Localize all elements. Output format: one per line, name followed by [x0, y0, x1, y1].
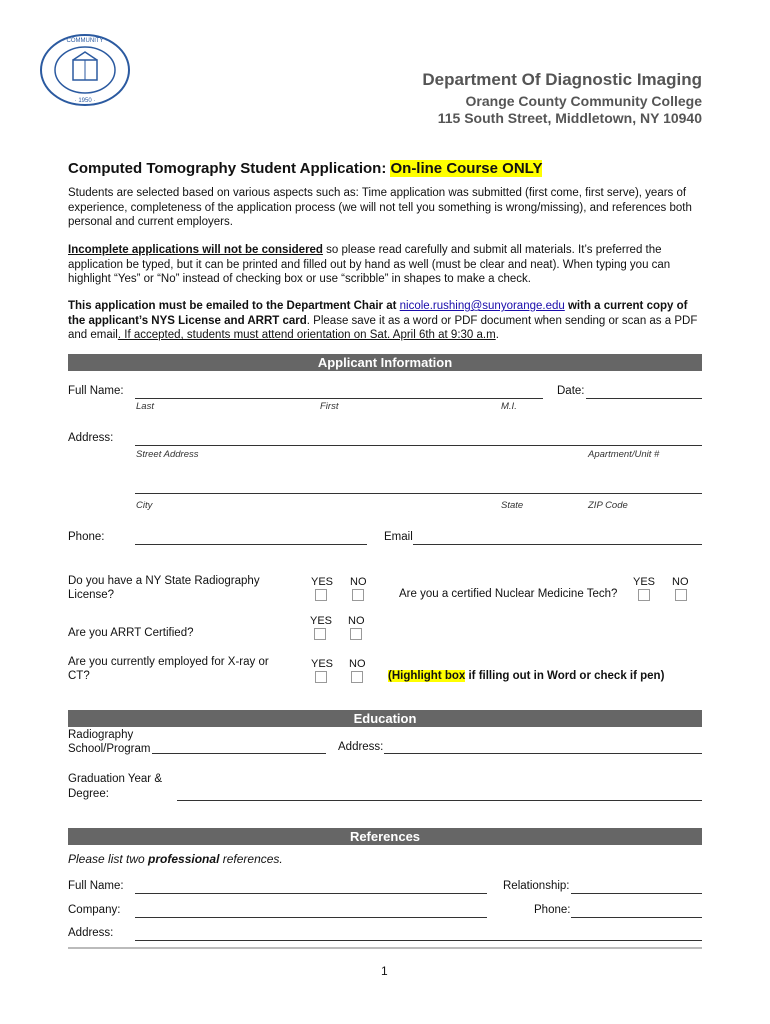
highlight-note-marker: (Highlight box	[388, 670, 466, 682]
reference-address-field[interactable]	[135, 940, 702, 941]
email-paragraph	[68, 299, 704, 343]
nuclear-no-label: NO	[672, 576, 689, 588]
email-instruction: This application must be emailed to the Department Chair at	[68, 300, 400, 312]
full-name-label: Full Name:	[68, 385, 124, 397]
references-heading: References	[68, 828, 702, 845]
city-state-zip-field[interactable]	[135, 493, 702, 494]
orientation-note: . If accepted, students must attend orientation on Sat. April 6th at 9:30 a.m	[117, 329, 496, 341]
state-hint: State	[501, 500, 524, 511]
date-field[interactable]	[586, 398, 702, 399]
incomplete-warning: Incomplete applications will not be considered	[68, 244, 323, 256]
school-address-field[interactable]	[384, 753, 702, 754]
employment-no-checkbox[interactable]	[351, 671, 363, 683]
email-attachments: with a current copy of the applicant’s NYS License and ARRT card	[68, 300, 688, 327]
period: .	[495, 329, 499, 341]
employment-no-label: NO	[349, 658, 366, 670]
reference-phone-label: Phone:	[534, 904, 571, 916]
college-seal-logo	[40, 34, 130, 106]
instruction-pre: Please list two	[68, 852, 149, 866]
reference-name-field[interactable]	[135, 893, 487, 894]
instruction-bold: professional	[148, 852, 220, 866]
school-program-label: Radiography School/Program	[68, 729, 151, 755]
graduation-field[interactable]	[177, 800, 702, 801]
street-address-hint: Street Address	[136, 449, 199, 460]
highlight-note-rest: if filling out in Word or check if pen)	[465, 670, 665, 682]
street-address-field[interactable]	[135, 445, 702, 446]
full-name-field[interactable]	[135, 398, 543, 399]
page-bottom-rule	[68, 947, 702, 949]
nuclear-yes-label: YES	[633, 576, 656, 588]
address-label: Address:	[68, 432, 114, 444]
reference-name-label: Full Name:	[68, 880, 124, 892]
highlight-note	[388, 670, 664, 682]
college-address: 115 South Street, Middletown, NY 10940	[437, 110, 702, 126]
intro-paragraph: Students are selected based on various aspects such as: Time application was submitted (first come, first serve), years of experience, completeness of the application process (we will not tell you something is wrong/missing), and references both personal and current employers.	[68, 187, 692, 228]
applicant-info-heading: Applicant Information	[68, 354, 702, 371]
page-number: 1	[381, 964, 388, 978]
nuclear-yes-checkbox[interactable]	[638, 589, 650, 601]
relationship-label: Relationship:	[503, 880, 570, 892]
arrt-yes-label: YES	[310, 615, 333, 627]
zip-hint: ZIP Code	[588, 500, 628, 511]
graduation-label: Graduation Year & Degree:	[68, 773, 162, 800]
employment-question: Are you currently employed for X-ray or CT?	[68, 656, 269, 682]
svg-text:· COMMUNITY ·: · COMMUNITY ·	[62, 38, 108, 44]
education-heading: Education	[68, 710, 702, 727]
references-instruction	[68, 852, 283, 866]
title-highlight: On-line Course ONLY	[390, 160, 543, 177]
email-rest: . Please save it as a word or PDF document when sending or scan as a PDF and email	[68, 314, 698, 341]
school-program-field[interactable]	[152, 753, 326, 754]
company-field[interactable]	[135, 917, 487, 918]
apartment-hint: Apartment/Unit #	[588, 449, 660, 460]
incomplete-rest: so please read carefully and submit all materials. It’s preferred the application be typed, but it can be printed and filled out by hand as well (must be clear and neat). When typing you can highlight “Yes” or “No” instead of checking box or use “scribble” in shapes to make a check.	[68, 244, 671, 285]
license-question: Do you have a NY State Radiography License?	[68, 575, 260, 601]
email-label: Email	[384, 531, 413, 543]
nuclear-question: Are you a certified Nuclear Medicine Tech?	[399, 588, 618, 600]
email-field[interactable]	[413, 544, 702, 545]
title-main: Computed Tomography Student Application:	[68, 160, 387, 177]
license-no-label: NO	[350, 576, 367, 588]
middle-initial-hint: M.I.	[501, 401, 517, 412]
first-name-hint: First	[320, 401, 339, 412]
reference-phone-field[interactable]	[571, 917, 702, 918]
chair-email-link[interactable]: nicole.rushing@sunyorange.edu	[399, 300, 565, 312]
last-name-hint: Last	[136, 401, 154, 412]
arrt-yes-checkbox[interactable]	[314, 628, 326, 640]
city-hint: City	[136, 500, 153, 511]
application-title	[68, 160, 542, 177]
phone-field[interactable]	[135, 544, 367, 545]
department-title: Department Of Diagnostic Imaging	[422, 70, 702, 89]
phone-label: Phone:	[68, 531, 105, 543]
arrt-no-label: NO	[348, 615, 365, 627]
reference-address-label: Address:	[68, 927, 114, 939]
employment-yes-label: YES	[311, 658, 334, 670]
college-name: Orange County Community College	[465, 93, 702, 109]
relationship-field[interactable]	[571, 893, 702, 894]
nuclear-no-checkbox[interactable]	[675, 589, 687, 601]
arrt-no-checkbox[interactable]	[350, 628, 362, 640]
date-label: Date:	[557, 385, 585, 397]
svg-text:· 1950 ·: · 1950 ·	[74, 98, 96, 104]
school-address-label: Address:	[338, 741, 384, 753]
license-no-checkbox[interactable]	[352, 589, 364, 601]
incomplete-paragraph	[68, 243, 704, 287]
arrt-question: Are you ARRT Certified?	[68, 627, 194, 639]
license-yes-label: YES	[311, 576, 334, 588]
employment-yes-checkbox[interactable]	[315, 671, 327, 683]
license-yes-checkbox[interactable]	[315, 589, 327, 601]
instruction-post: references.	[219, 852, 283, 866]
company-label: Company:	[68, 904, 121, 916]
